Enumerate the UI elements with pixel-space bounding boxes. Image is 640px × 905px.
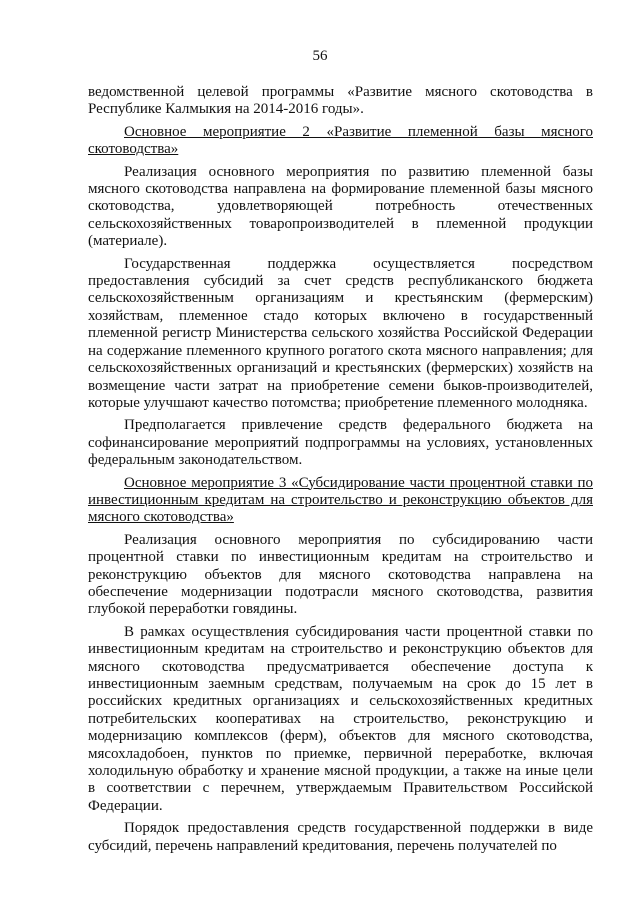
paragraph: Предполагается привлечение средств федерального бюджета на софинансирование мероприятий подпрограммы на условиях, установленных федеральным законодательством. (88, 417, 593, 469)
section-heading-measure-2: Основное мероприятие 2 «Развитие племенной базы мясного скотоводства» (88, 123, 593, 158)
paragraph: В рамках осуществления субсидирования части процентной ставки по инвестиционным кредитам на строительство и реконструкцию объектов для мясного скотоводства предусматривается обеспечение доступа к инвестиционным заемным средствам, получаемым на срок до 15 лет в российских кредитных организациях и сельскохозяйственных кредитных потребительских кооперативах на строительство, реконструкцию и модернизацию комплексов (ферм), объектов для мясного скотоводства, мясохладобоен, пунктов по приемке, первичной переработке, включая холодильную обработку и хранение мясной продукции, а также на иные цели в соответствии с перечнем, утверждаемым Правительством Российской Федерации. (88, 623, 593, 814)
paragraph: Государственная поддержка осуществляется посредством предоставления субсидий за счет средств республиканского бюджета сельскохозяйственным организациям и крестьянским (фермерским) хозяйствам, племенное стадо которых включено в государственный племенной регистр Министерства сельского хозяйства Российской Федерации на содержание племенного крупного рогатого скота мясного направления; для сельскохозяйственных организаций и крестьянских (фермерских) хозяйств на возмещение части затрат на приобретение семени быков-производителей, которые улучшают качество потомства; приобретение племенного молодняка. (88, 255, 593, 411)
paragraph: Реализация основного мероприятия по развитию племенной базы мясного скотоводства направлена на формирование племенной базы мясного скотоводства, удовлетворяющей потребность отечественных сельскохозяйственных товаропроизводителей в племенной продукции (материале). (88, 163, 593, 250)
section-heading-measure-3: Основное мероприятие 3 «Субсидирование части процентной ставки по инвестиционным кредитам на строительство и реконструкцию объектов для мясного скотоводства» (88, 474, 593, 526)
document-body (88, 84, 593, 860)
page-number: 56 (312, 48, 328, 64)
paragraph-continuation: ведомственной целевой программы «Развитие мясного скотоводства в Республике Калмыкия на 2014-2016 годы». (88, 84, 593, 118)
paragraph: Порядок предоставления средств государственной поддержки в виде субсидий, перечень направлений кредитования, перечень получателей по (88, 820, 593, 854)
paragraph: Реализация основного мероприятия по субсидированию части процентной ставки по инвестиционным кредитам на строительство и реконструкцию объектов для мясного скотоводства направлена на обеспечение модернизации подотрасли мясного скотоводства, развития глубокой переработки говядины. (88, 531, 593, 618)
